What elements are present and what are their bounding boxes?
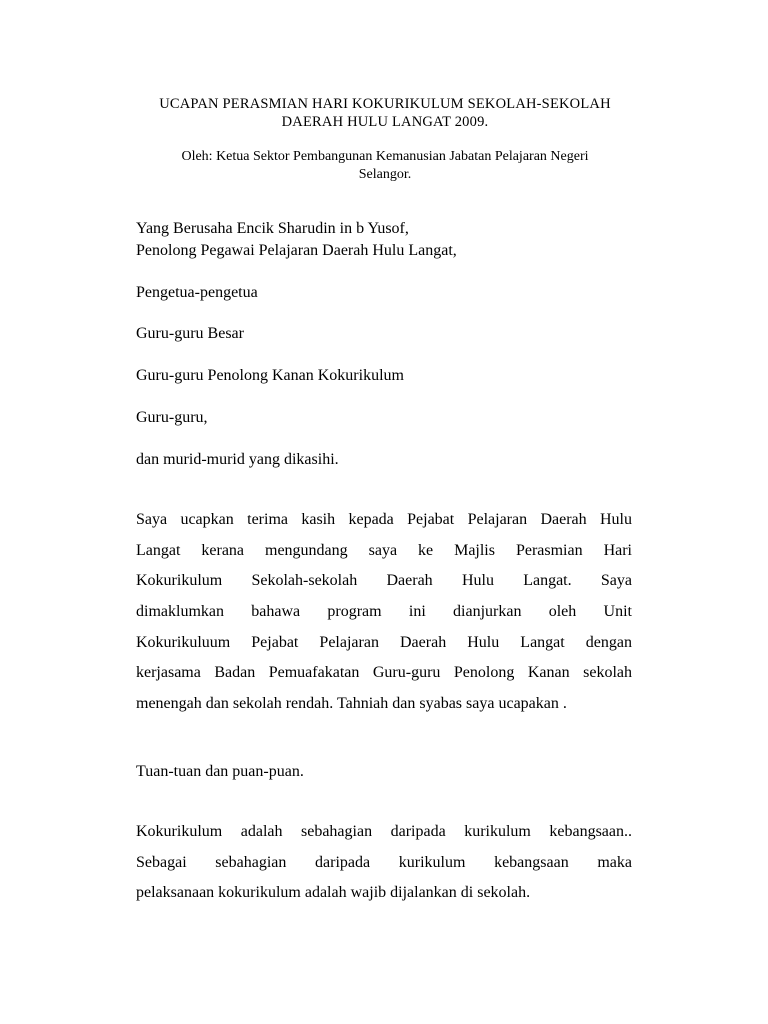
byline-line-1: Oleh: Ketua Sektor Pembangunan Kemanusian Jabatan Pelajaran Negeri	[181, 149, 589, 164]
paragraph-line: kerjasama Badan Pemuafakatan Guru-guru Penolong Kanan sekolah	[136, 664, 632, 682]
paragraph-line: menengah dan sekolah rendah. Tahniah dan syabas saya ucapakan .	[136, 695, 567, 713]
salutation-line: dan murid-murid yang dikasihi.	[136, 451, 339, 468]
byline-line-2: Selangor.	[358, 167, 412, 182]
paragraph-line: Kokurikuluum Pejabat Pelajaran Daerah Hulu Langat dengan	[136, 633, 632, 651]
paragraph-line: Langat kerana mengundang saya ke Majlis Perasmian Hari	[136, 541, 632, 559]
salutation-line: Guru-guru,	[136, 409, 208, 426]
address-line: Tuan-tuan dan puan-puan.	[136, 763, 304, 780]
salutation-line: Penolong Pegawai Pelajaran Daerah Hulu Langat,	[136, 242, 457, 259]
salutation-line: Guru-guru Penolong Kanan Kokurikulum	[136, 367, 404, 384]
paragraph-line: Kokurikulum adalah sebahagian daripada kurikulum kebangsaan..	[136, 823, 632, 840]
document-title-line-2: DAERAH HULU LANGAT 2009.	[281, 114, 489, 130]
paragraph-line: Sebagai sebahagian daripada kurikulum kebangsaan maka	[136, 853, 632, 871]
document-title-line-1: UCAPAN PERASMIAN HARI KOKURIKULUM SEKOLAH-SEKOLAH	[159, 96, 611, 112]
salutation-line: Guru-guru Besar	[136, 325, 244, 342]
paragraph-thanks	[136, 505, 632, 720]
paragraph-kokurikulum	[136, 817, 632, 909]
salutation-line: Pengetua-pengetua	[136, 284, 258, 301]
salutation-line: Yang Berusaha Encik Sharudin in b Yusof,	[136, 220, 409, 237]
paragraph-line: Saya ucapkan terima kasih kepada Pejabat Pelajaran Daerah Hulu	[136, 511, 632, 528]
paragraph-line: dimaklumkan bahawa program ini dianjurkan oleh Unit	[136, 603, 632, 621]
paragraph-line: Kokurikulum Sekolah-sekolah Daerah Hulu Langat. Saya	[136, 572, 632, 590]
paragraph-line: pelaksanaan kokurikulum adalah wajib dijalankan di sekolah.	[136, 884, 531, 902]
